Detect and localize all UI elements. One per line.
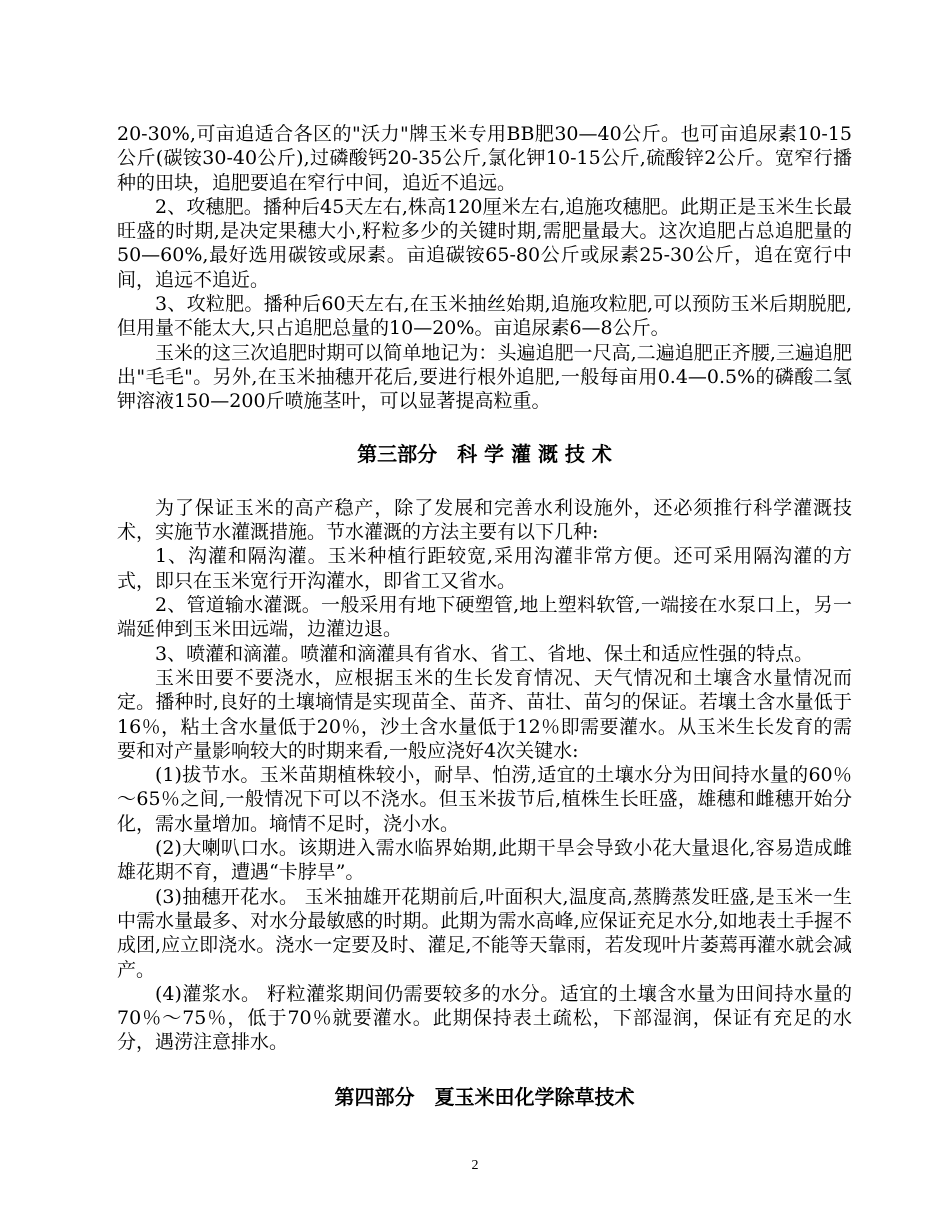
- paragraph-seedling-fertilizer-continued: 20-30%,可亩追适合各区的"沃力"牌玉米专用BB肥30—40公斤。也可亩追尿素10-15公斤(碳铵30-40公斤),过磷酸钙20-35公斤,氯化钾10-15公斤,硫酸锌2公斤。宽窄行播种的田块，追肥要追在窄行中间，追近不追远。: [117, 123, 852, 194]
- paragraph-pipe-irrigation: 2、管道输水灌溉。一般采用有地下硬塑管,地上塑料软管,一端接在水泵口上，另一端延伸到玉米田远端，边灌边退。: [117, 594, 852, 641]
- paragraph-fertilizer-summary: 玉米的这三次追肥时期可以简单地记为：头遍追肥一尺高,二遍追肥正齐腰,三遍追肥出"毛毛"。另外,在玉米抽穗开花后,要进行根外追肥,一般每亩用0.4—0.5%的磷酸二氢钾溶液150—200斤喷施茎叶，可以显著提高粒重。: [117, 341, 852, 413]
- document-body: [117, 122, 852, 1139]
- section-heading-weed-control: 第四部分 夏玉米田化学除草技术: [334, 1084, 635, 1109]
- paragraph-sprinkler-drip: 3、喷灌和滴灌。喷灌和滴灌具有省水、省工、省地、保土和适应性强的特点。: [155, 642, 814, 665]
- paragraph-trumpet-water: (2)大喇叭口水。该期进入需水临界始期,此期干旱会导致小花大量退化,容易造成雌雄花期不育，遭遇“卡脖旱”。: [117, 837, 852, 884]
- paragraph-watering-decision: 玉米田要不要浇水，应根据玉米的生长发育情况、天气情况和土壤含水量情况而定。播种时,良好的土壤墒情是实现苗全、苗齐、苗壮、苗匀的保证。若壤土含水量低于16％，粘土含水量低于20％，沙土含水量低于12％即需要灌水。从玉米生长发育的需要和对产量影响较大的时期来看,一般应浇好4次关键水:: [117, 666, 852, 762]
- paragraph-furrow-irrigation: 1、沟灌和隔沟灌。玉米种植行距较宽,采用沟灌非常方便。还可采用隔沟灌的方式，即只在玉米宽行开沟灌水，即省工又省水。: [117, 545, 852, 592]
- paragraph-tasseling-water: (3)抽穗开花水。 玉米抽雄开花期前后,叶面积大,温度高,蒸腾蒸发旺盛,是玉米一生中需水量最多、对水分最敏感的时期。此期为需水高峰,应保证充足水分,如地表土手握不成团,应立即浇水。浇水一定要及时、灌足,不能等天靠雨，若发现叶片萎蔫再灌水就会减产。: [117, 885, 852, 981]
- paragraph-grain-filling-water: (4)灌浆水。 籽粒灌浆期间仍需要较多的水分。适宜的土壤含水量为田间持水量的70％～75％，低于70％就要灌水。此期保持表土疏松，下部湿润，保证有充足的水分，遇涝注意排水。: [117, 982, 852, 1054]
- paragraph-grain-fertilizer: 3、攻粒肥。播种后60天左右,在玉米抽丝始期,追施攻粒肥,可以预防玉米后期脱肥,但用量不能太大,只占追肥总量的10—20%。亩追尿素6—8公斤。: [117, 293, 852, 340]
- paragraph-irrigation-intro: 为了保证玉米的高产稳产，除了发展和完善水利设施外，还必须推行科学灌溉技术，实施节水灌溉措施。节水灌溉的方法主要有以下几种:: [117, 496, 852, 544]
- paragraph-ear-fertilizer: 2、攻穗肥。播种后45天左右,株高120厘米左右,追施攻穗肥。此期正是玉米生长最旺盛的时期,是决定果穗大小,籽粒多少的关键时期,需肥量最大。这次追肥占总追肥量的50—60%,最好选用碳铵或尿素。亩追碳铵65-80公斤或尿素25-30公斤，追在宽行中间，追远不追近。: [117, 195, 852, 291]
- paragraph-jointing-water: (1)拔节水。玉米苗期植株较小，耐旱、怕涝,适宜的土壤水分为田间持水量的60％～65％之间,一般情况下可以不浇水。但玉米拔节后,植株生长旺盛，雄穗和雌穗开始分化，需水量增加。墒情不足时，浇小水。: [117, 764, 852, 835]
- page-number: 2: [471, 1158, 479, 1173]
- section-heading-irrigation: 第三部分 科 学 灌 溉 技 术: [357, 441, 612, 466]
